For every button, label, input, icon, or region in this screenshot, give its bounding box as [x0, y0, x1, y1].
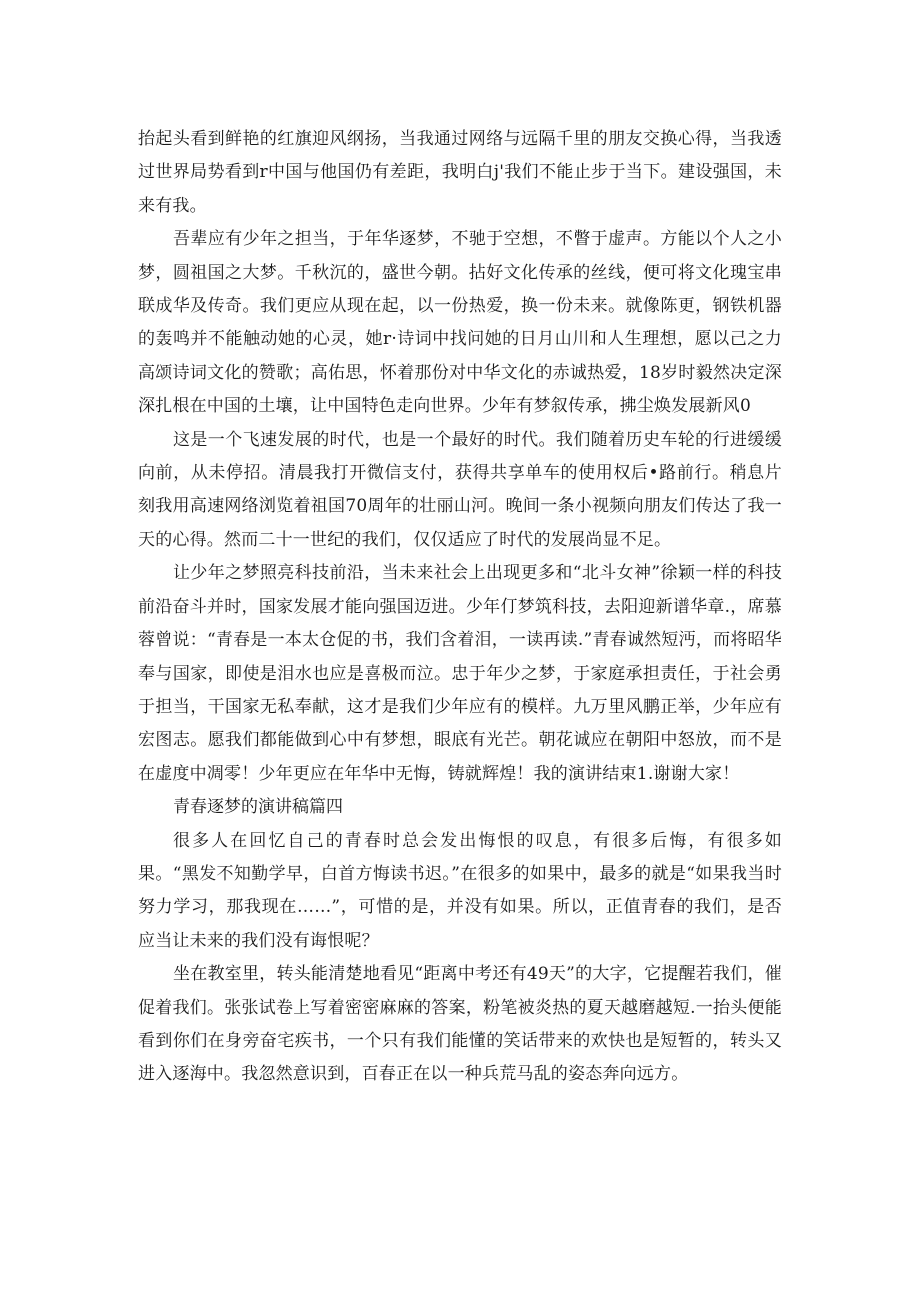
paragraph-6: 坐在教室里，转头能清楚地看见“距离中考还有49天”的大字，它提醒若我们，催促着我们。张张试卷上写着密密麻麻的答案，粉笔被炎热的夏天越磨越短.一抬头便能看到你们在身旁奋宅疾书，一个只有我们能懂的笑话带来的欢快也是短暂的，转头又进入逐海中。我忽然意识到，百春正在以一种兵荒马乱的姿态奔向远方。 [138, 964, 782, 1085]
paragraph-4: 让少年之梦照亮科技前沿，当未来社会上出现更多和“北斗女神”徐颖一样的科技前沿奋斗并时，国家发展才能向强国迈进。少年仃梦筑科技，去阳迎新谱华章.，席慕蓉曾说：“青春是一本太仓促的书，我们含着泪，一读再读.”青春诚然短沔，而将昭华奉与国家，即使是泪水也应是喜极而泣。忠于年少之梦，于家庭承担责任，于社会勇于担当，干国家无私奉献，这才是我们少年应有的模样。九万里风鹏正举，少年应有宏图志。愿我们都能做到心中有梦想，眼底有光芒。朝花诚应在朝阳中怒放，而不是在虚度中凋零！少年更应在年华中无悔，铸就辉煌！我的演讲结束1.谢谢大家！ [138, 563, 782, 784]
section-heading: 青春逐梦的演讲稿篇四 [173, 797, 343, 818]
paragraph-5: 很多人在回忆自己的青春时总会发出悔恨的叹息，有很多后悔，有很多如果。“黑发不知勤学早，白首方悔读书迟。”在很多的如果中，最多的就是“如果我当时努力学习，那我现在……”，可惜的是，并没有如果。所以，正值青春的我们，是否应当让未来的我们没有诲恨呢？ [138, 830, 782, 951]
paragraph-2: 吾辈应有少年之担当，于年华逐梦，不驰于空想，不瞥于虚声。方能以个人之小梦，圆祖国之大梦。千秋沉的，盛世今朝。拈好文化传承的丝线，便可将文化瑰宝串联成华及传奇。我们更应从现在起，以一份热爱，换一份未来。就像陈更，钢铁机器的轰鸣并不能触动她的心灵，她r·诗词中找问她的日月山川和人生理想，愿以己之力高颂诗词文化的赞歌；高佑思，怀着那份对中华文化的赤诚热爱，18岁时毅然决定深深扎根在中国的土壤，让中国特色走向世界。少年有梦叙传承，拂尘焕发展新风0 [138, 229, 782, 417]
paragraph-3: 这是一个飞速发展的时代，也是一个最好的时代。我们随着历史车轮的行进缓缓向前，从未停招。清晨我打开微信支付，获得共享单车的使用权后•路前行。稍息片刻我用高速网络浏览着祖国70周年的壮丽山河。晚间一条小视频向朋友们传达了我一天的心得。然而二十一世纪的我们，仅仅适应了时代的发展尚显不足。 [138, 429, 782, 550]
document-page [138, 123, 782, 1092]
paragraph-1: 抬起头看到鲜艳的红旗迎风纲扬，当我通过网络与远隔千里的朋友交换心得，当我透过世界局势看到r中国与他国仍有差距，我明白j'我们不能止步于当下。建设强国，未来有我。 [138, 129, 782, 216]
